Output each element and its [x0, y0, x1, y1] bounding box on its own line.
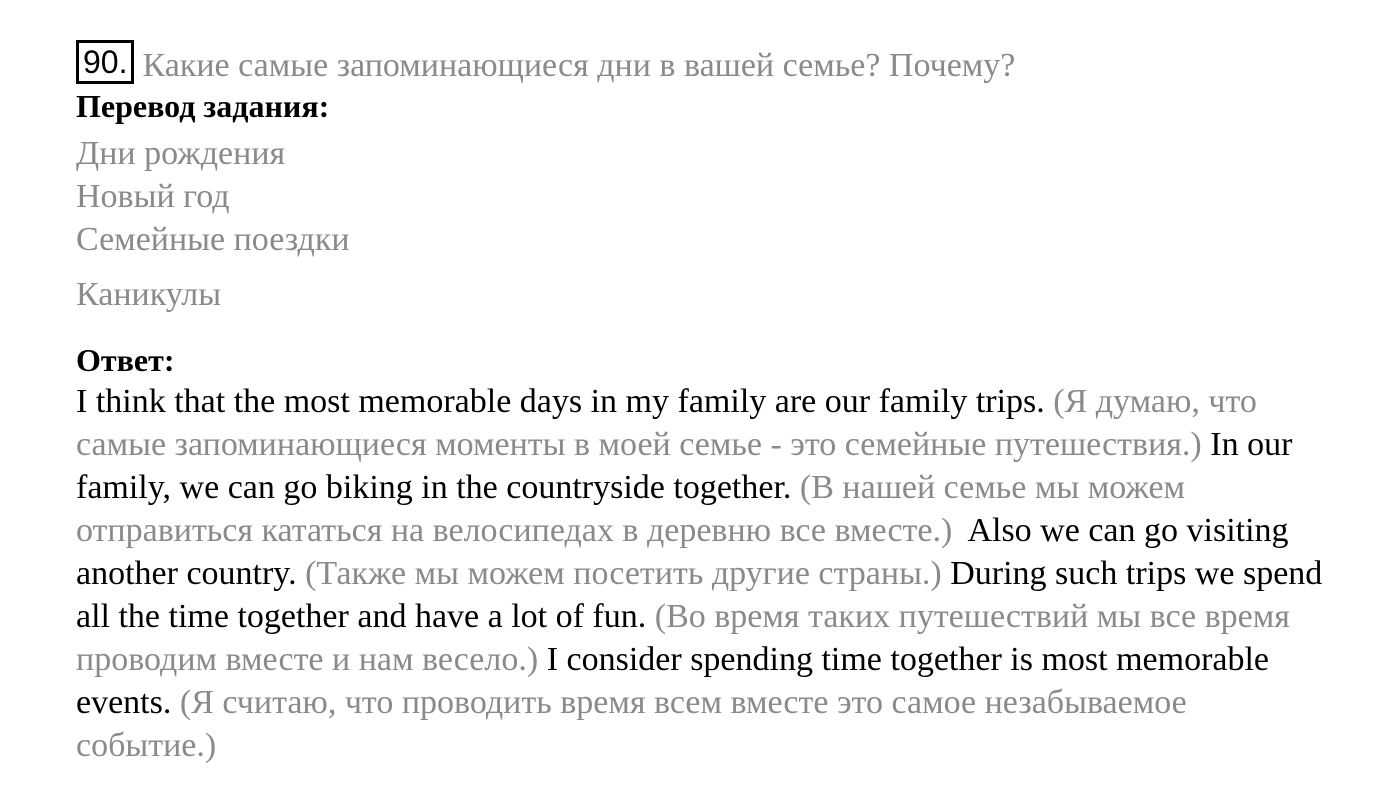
translation-list [76, 132, 1326, 316]
task-question: Какие самые запоминающиеся дни в вашей семье? Почему? [142, 47, 1016, 84]
list-item: Дни рождения [76, 135, 286, 172]
answer-sentence-ru: (Также мы можем посетить другие страны.) [305, 555, 942, 592]
answer-sentence-en: I think that the most memorable days in my family are our family trips. [76, 383, 1045, 420]
list-item: Семейные поездки [76, 221, 350, 258]
answer-sentence-en: I consider spending time together is most memorable events. [76, 641, 1270, 721]
answer-sentence-ru: (Я считаю, что проводить время всем вместе это самое незабываемое событие.) [76, 684, 1187, 764]
answer-heading: Ответ: [76, 342, 175, 378]
answer-sentence-ru: (Во время таких путешествий мы все время проводим вместе и нам весело.) [76, 598, 1290, 678]
list-item: Новый год [76, 178, 230, 215]
answer-sentence-en: In our family, we can go biking in the countryside together. [76, 426, 1293, 506]
answer-sentence-ru: (Я думаю, что самые запоминающиеся моменты в моей семье - это семейные путешествия.) [76, 383, 1257, 463]
task-number: 90. [76, 40, 134, 84]
answer-sentence-ru: (В нашей семье мы можем отправиться кататься на велосипедах в деревню все вместе.) [76, 469, 1186, 549]
answer-paragraph [76, 380, 1326, 767]
list-item: Каникулы [76, 276, 222, 313]
answer-sentence-en: During such trips we spend all the time together and have a lot of fun. [76, 555, 1323, 635]
task-line [76, 40, 1326, 90]
answer-sentence-en: Also we can go visiting another country. [76, 512, 1289, 592]
document-page [76, 40, 1326, 767]
translation-heading: Перевод задания: [76, 88, 330, 124]
